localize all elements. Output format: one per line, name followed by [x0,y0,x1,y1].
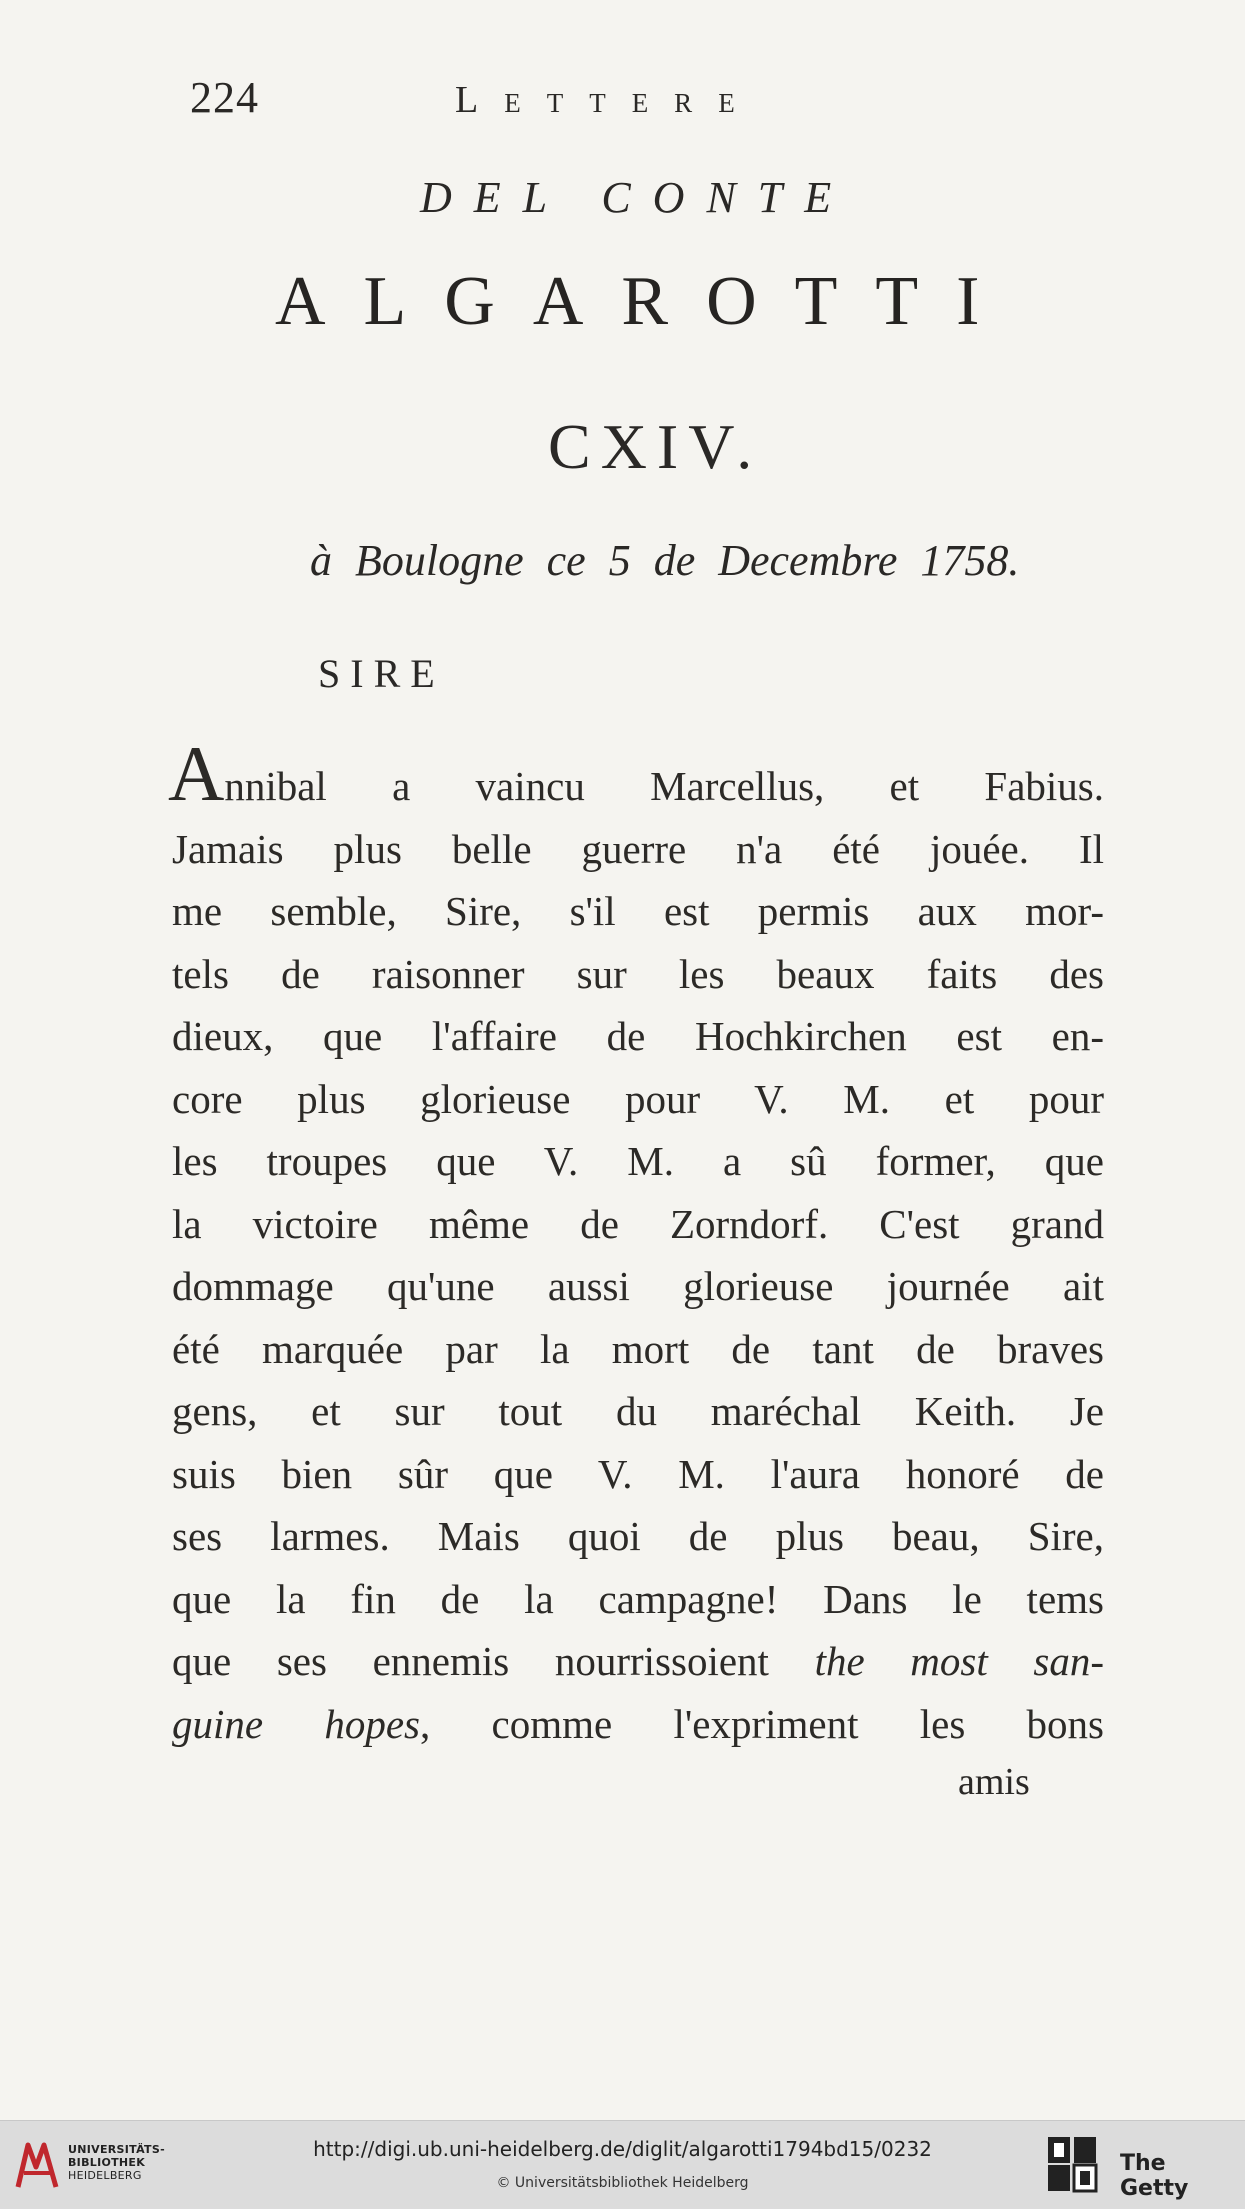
body-line: gens, et sur tout du maréchal Keith. Je [172,1388,1104,1434]
body-line [172,1693,1104,1756]
viewer-footer [0,2120,1245,2209]
body-line: été marquée par la mort de tant de braves [172,1325,1104,1372]
library-name-line: BIBLIOTHEK [68,2156,146,2169]
library-name-line: HEIDELBERG [68,2169,142,2182]
body-line: suis bien sûr que V. M. l'aura honoré de [172,1450,1104,1497]
body-line-text: nnibal a vaincu Marcellus, et Fabius. [224,763,1104,809]
body-line-text: , comme l'expriment les bons [420,1700,1104,1747]
getty-logo[interactable] [1046,2135,1236,2201]
body-line: dieux, que l'affaire de Hochkirchen est en- [172,1013,1104,1059]
italic-phrase: guine hopes [172,1700,421,1747]
copyright-notice: © Universitätsbibliothek Heidelberg [496,2175,749,2191]
body-line: ses larmes. Mais quoi de plus beau, Sire, [172,1513,1104,1559]
letter-number: CXIV. [548,411,763,482]
body-line: core plus glorieuse pour V. M. et pour [172,1075,1104,1122]
body-line: Jamais plus belle guerre n'a été jouée. Il [172,825,1104,872]
body-line: que la fin de la campagne! Dans le tems [172,1575,1104,1622]
permalink-url[interactable]: http://digi.ub.uni-heidelberg.de/diglit/algarotti1794bd15/0232 [313,2137,932,2161]
body-line [172,1630,1104,1693]
body-line: me semble, Sire, s'il est permis aux mor- [172,888,1104,934]
body-line: tels de raisonner sur les beaux faits des [172,950,1104,997]
salutation: SIRE [318,651,445,696]
getty-name: The Getty [1120,2151,1189,2201]
body-line [168,730,1104,818]
library-name-line: UNIVERSITÄTS- [68,2143,165,2156]
italic-phrase: the most san- [814,1638,1105,1684]
body-line: les troupes que V. M. a sû former, que [172,1138,1104,1184]
drop-cap: A [168,730,225,817]
body-line-text: que ses ennemis nourrissoient [172,1638,815,1684]
page-number: 224 [190,73,259,122]
dateline: à Boulogne ce 5 de Decembre 1758. [310,536,1020,585]
catchword: amis [958,1761,1030,1803]
body-line: dommage qu'une aussi glorieuse journée ait [172,1263,1104,1309]
getty-mark-icon [1046,2135,1098,2193]
author-heading: ALGAROTTI [275,263,1018,340]
del-conte-heading: DEL CONTE [420,173,854,222]
running-title: Lettere [455,79,761,121]
body-line: la victoire même de Zorndorf. C'est grand [172,1200,1104,1247]
letter-body [168,730,1105,1755]
